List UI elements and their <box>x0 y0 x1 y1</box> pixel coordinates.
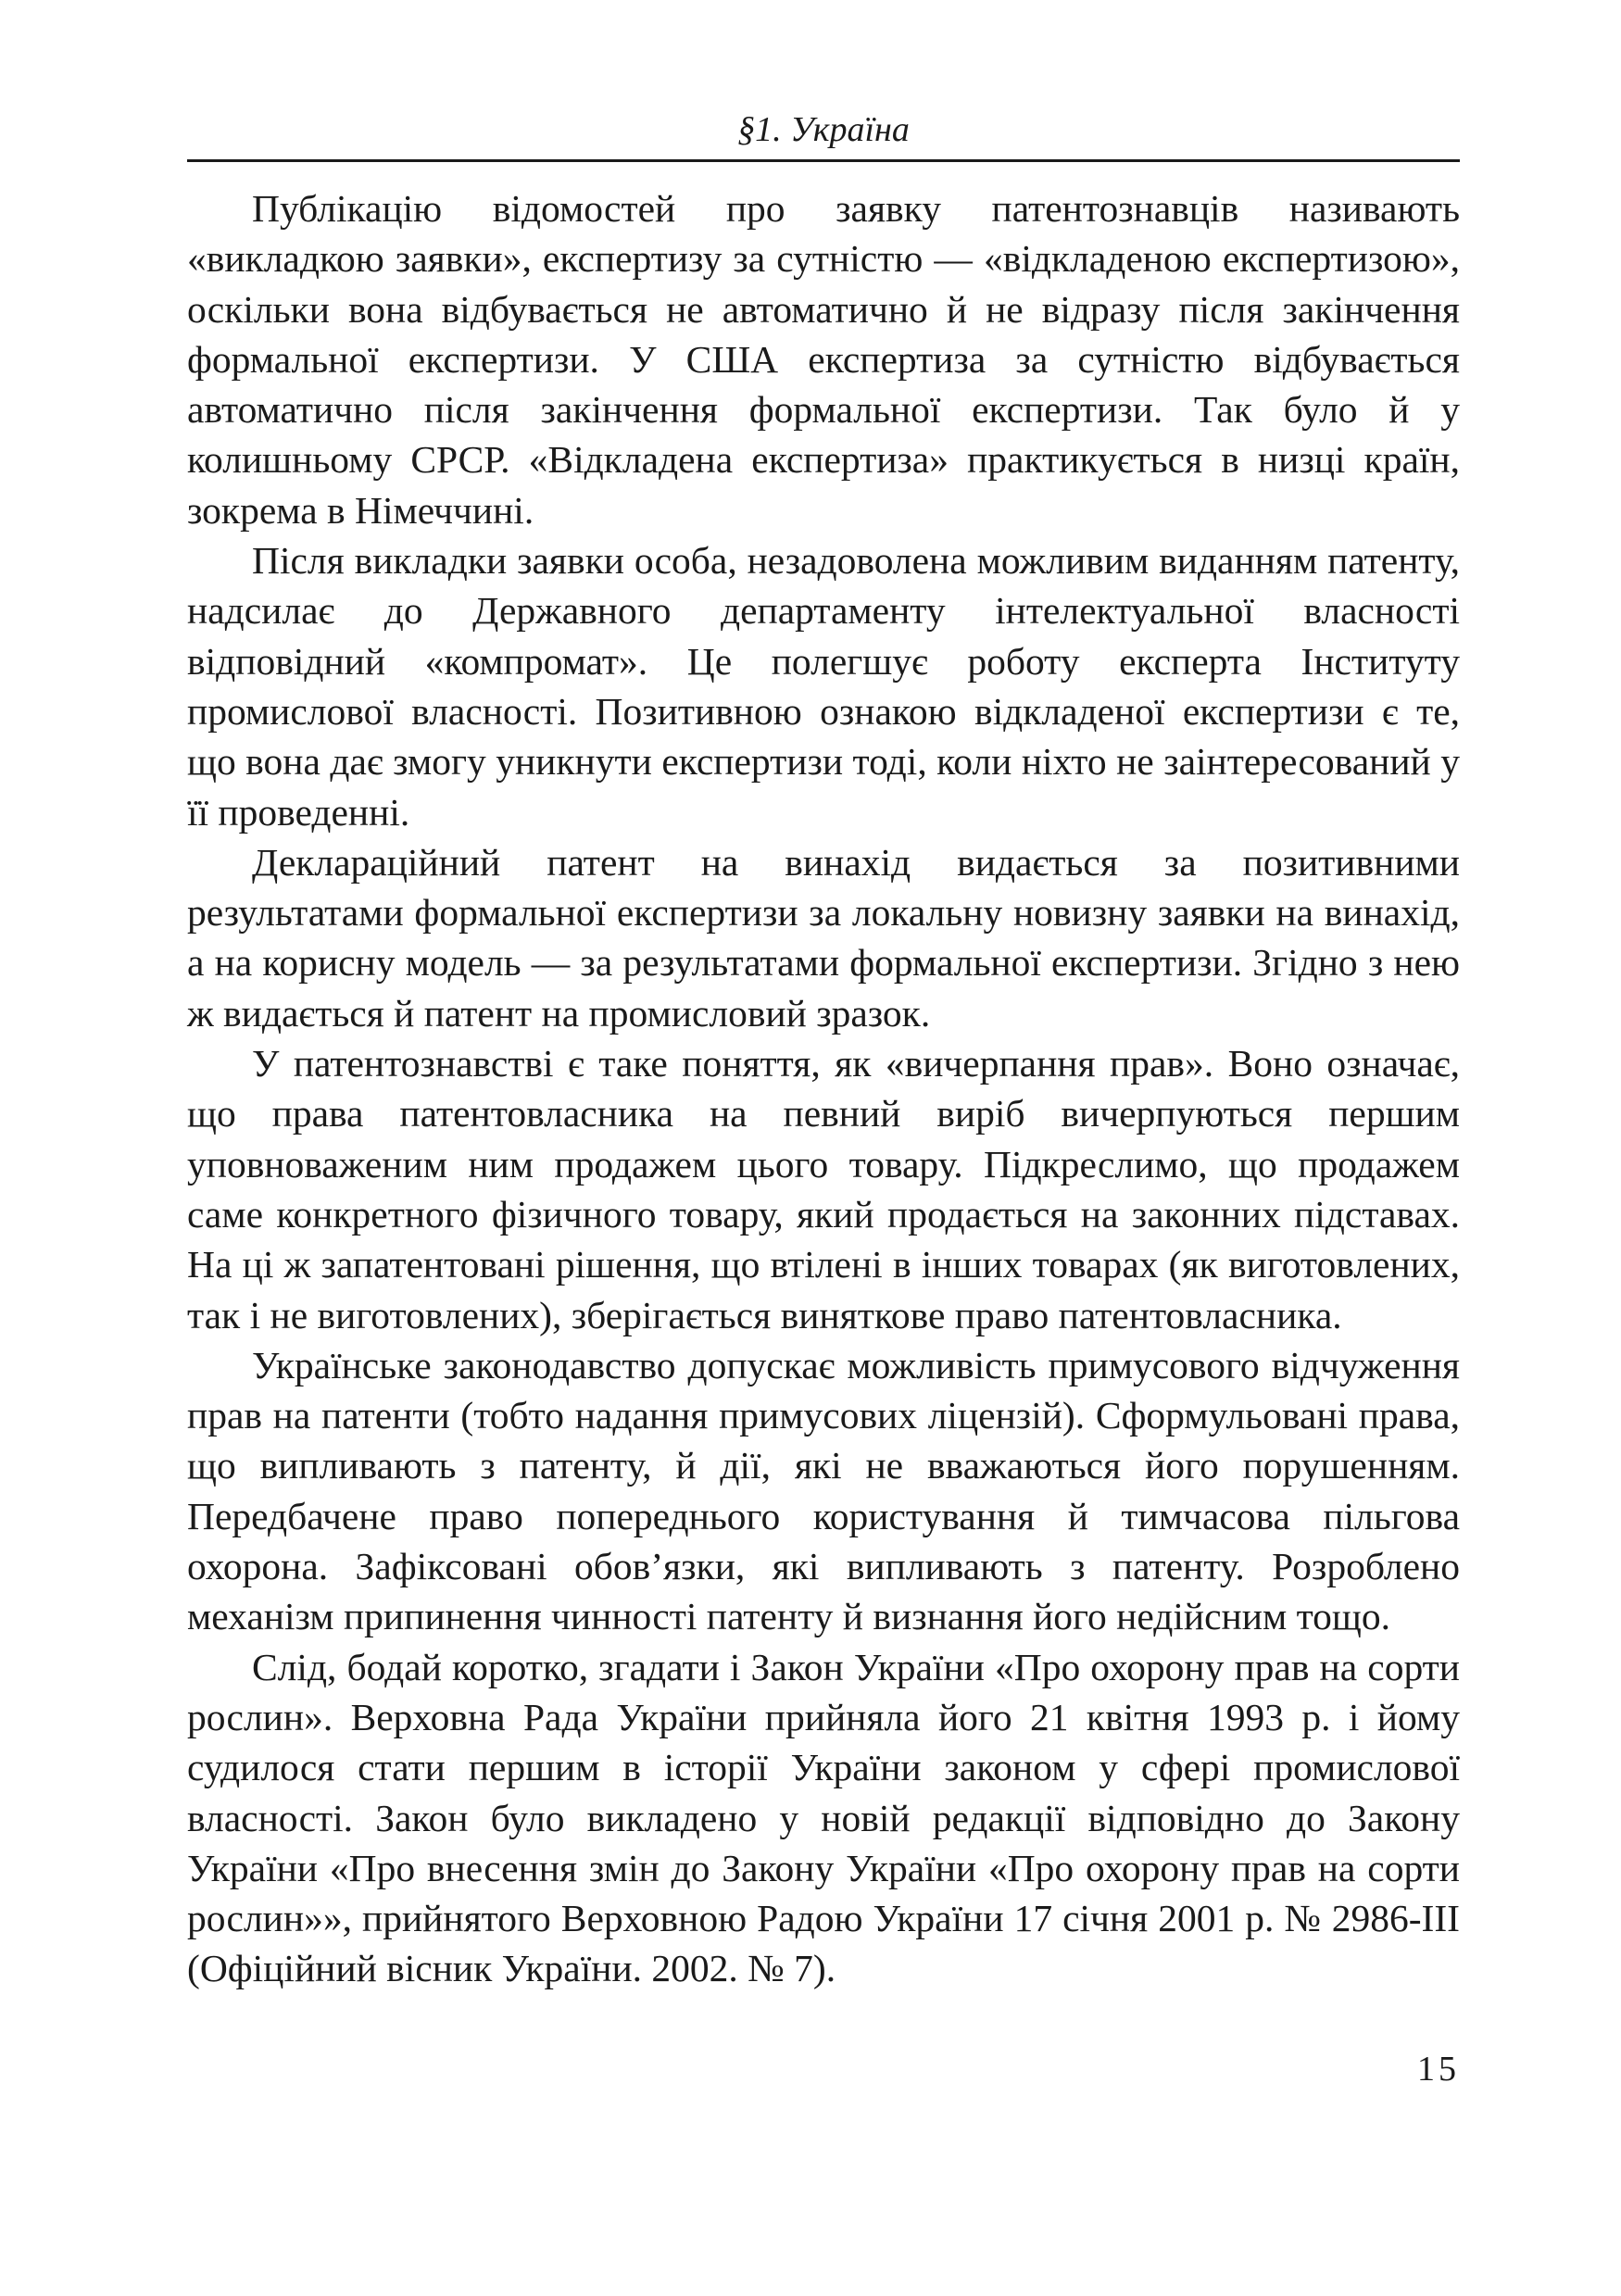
paragraph-3: Деклараційний патент на винахід видається за позитивними результатами формальної експертизи за локальну новизну заявки на винахід, а на корисну модель — за результатами формальної експертизи. Згідно з нею ж видається й патент на промисловий зразок. <box>187 840 1460 1035</box>
page-body <box>187 183 1460 1994</box>
paragraph-1: Публікацію відомостей про заявку патентознавців називають «викладкою заявки», експертизу за сутністю — «відкладеною експертизою», оскільки вона відбувається не автоматично й не відразу після закінчення формальної експертизи. У США експертиза за сутністю відбувається автоматично після закінчення формальної експертизи. Так було й у колишньому СРСР. «Відкладена експертиза» практикується в низці країн, зокрема в Німеччині. <box>187 187 1460 532</box>
paragraph-6: Слід, бодай коротко, згадати і Закон України «Про охорону прав на сорти рослин». Верховна Рада України прийняла його 21 квітня 1993 р. і йому судилося стати першим в історії України законом у сфері промислової власності. Закон було викладено у новій редакції відповідно до Закону України «Про внесення змін до Закону України «Про охорону прав на сорти рослин»», прийнятого Верховною Радою України 17 січня 2001 р. № 2986-III (Офіційний вісник України. 2002. № 7). <box>187 1645 1460 1990</box>
paragraph-5: Українське законодавство допускає можливість примусового відчуження прав на патенти (тобто надання примусових ліцензій). Сформульовані права, що випливають з патенту, й дії, які не вважаються його порушенням. Передбачене право попереднього користування й тимчасова пільгова охорона. Зафіксовані обов’язки, які випливають з патенту. Розроблено механізм припинення чинності патенту й визнання його недійсним тощо. <box>187 1343 1460 1638</box>
page-number: 15 <box>1417 2050 1460 2089</box>
paragraph-2: Після викладки заявки особа, незадоволена можливим виданням патенту, надсилає до Державного департаменту інтелектуальної власності відповідний «компромат». Це полегшує роботу експерта Інституту промислової власності. Позитивною ознакою відкладеної експертизи є те, що вона дає змогу уникнути експертизи тоді, коли ніхто не заінтересований у її проведенні. <box>187 539 1460 834</box>
running-header: §1. Україна <box>737 110 910 149</box>
header-rule <box>187 159 1460 162</box>
paragraph-4: У патентознавстві є таке поняття, як «вичерпання прав». Воно означає, що права патентовласника на певний виріб вичерпуються першим уповноваженим ним продажем цього товару. Підкреслимо, що продажем саме конкретного фізичного товару, який продається на законних підставах. На ці ж запатентовані рішення, що втілені в інших товарах (як виготовлених, так і не виготовлених), зберігається виняткове право патентовласника. <box>187 1042 1460 1336</box>
